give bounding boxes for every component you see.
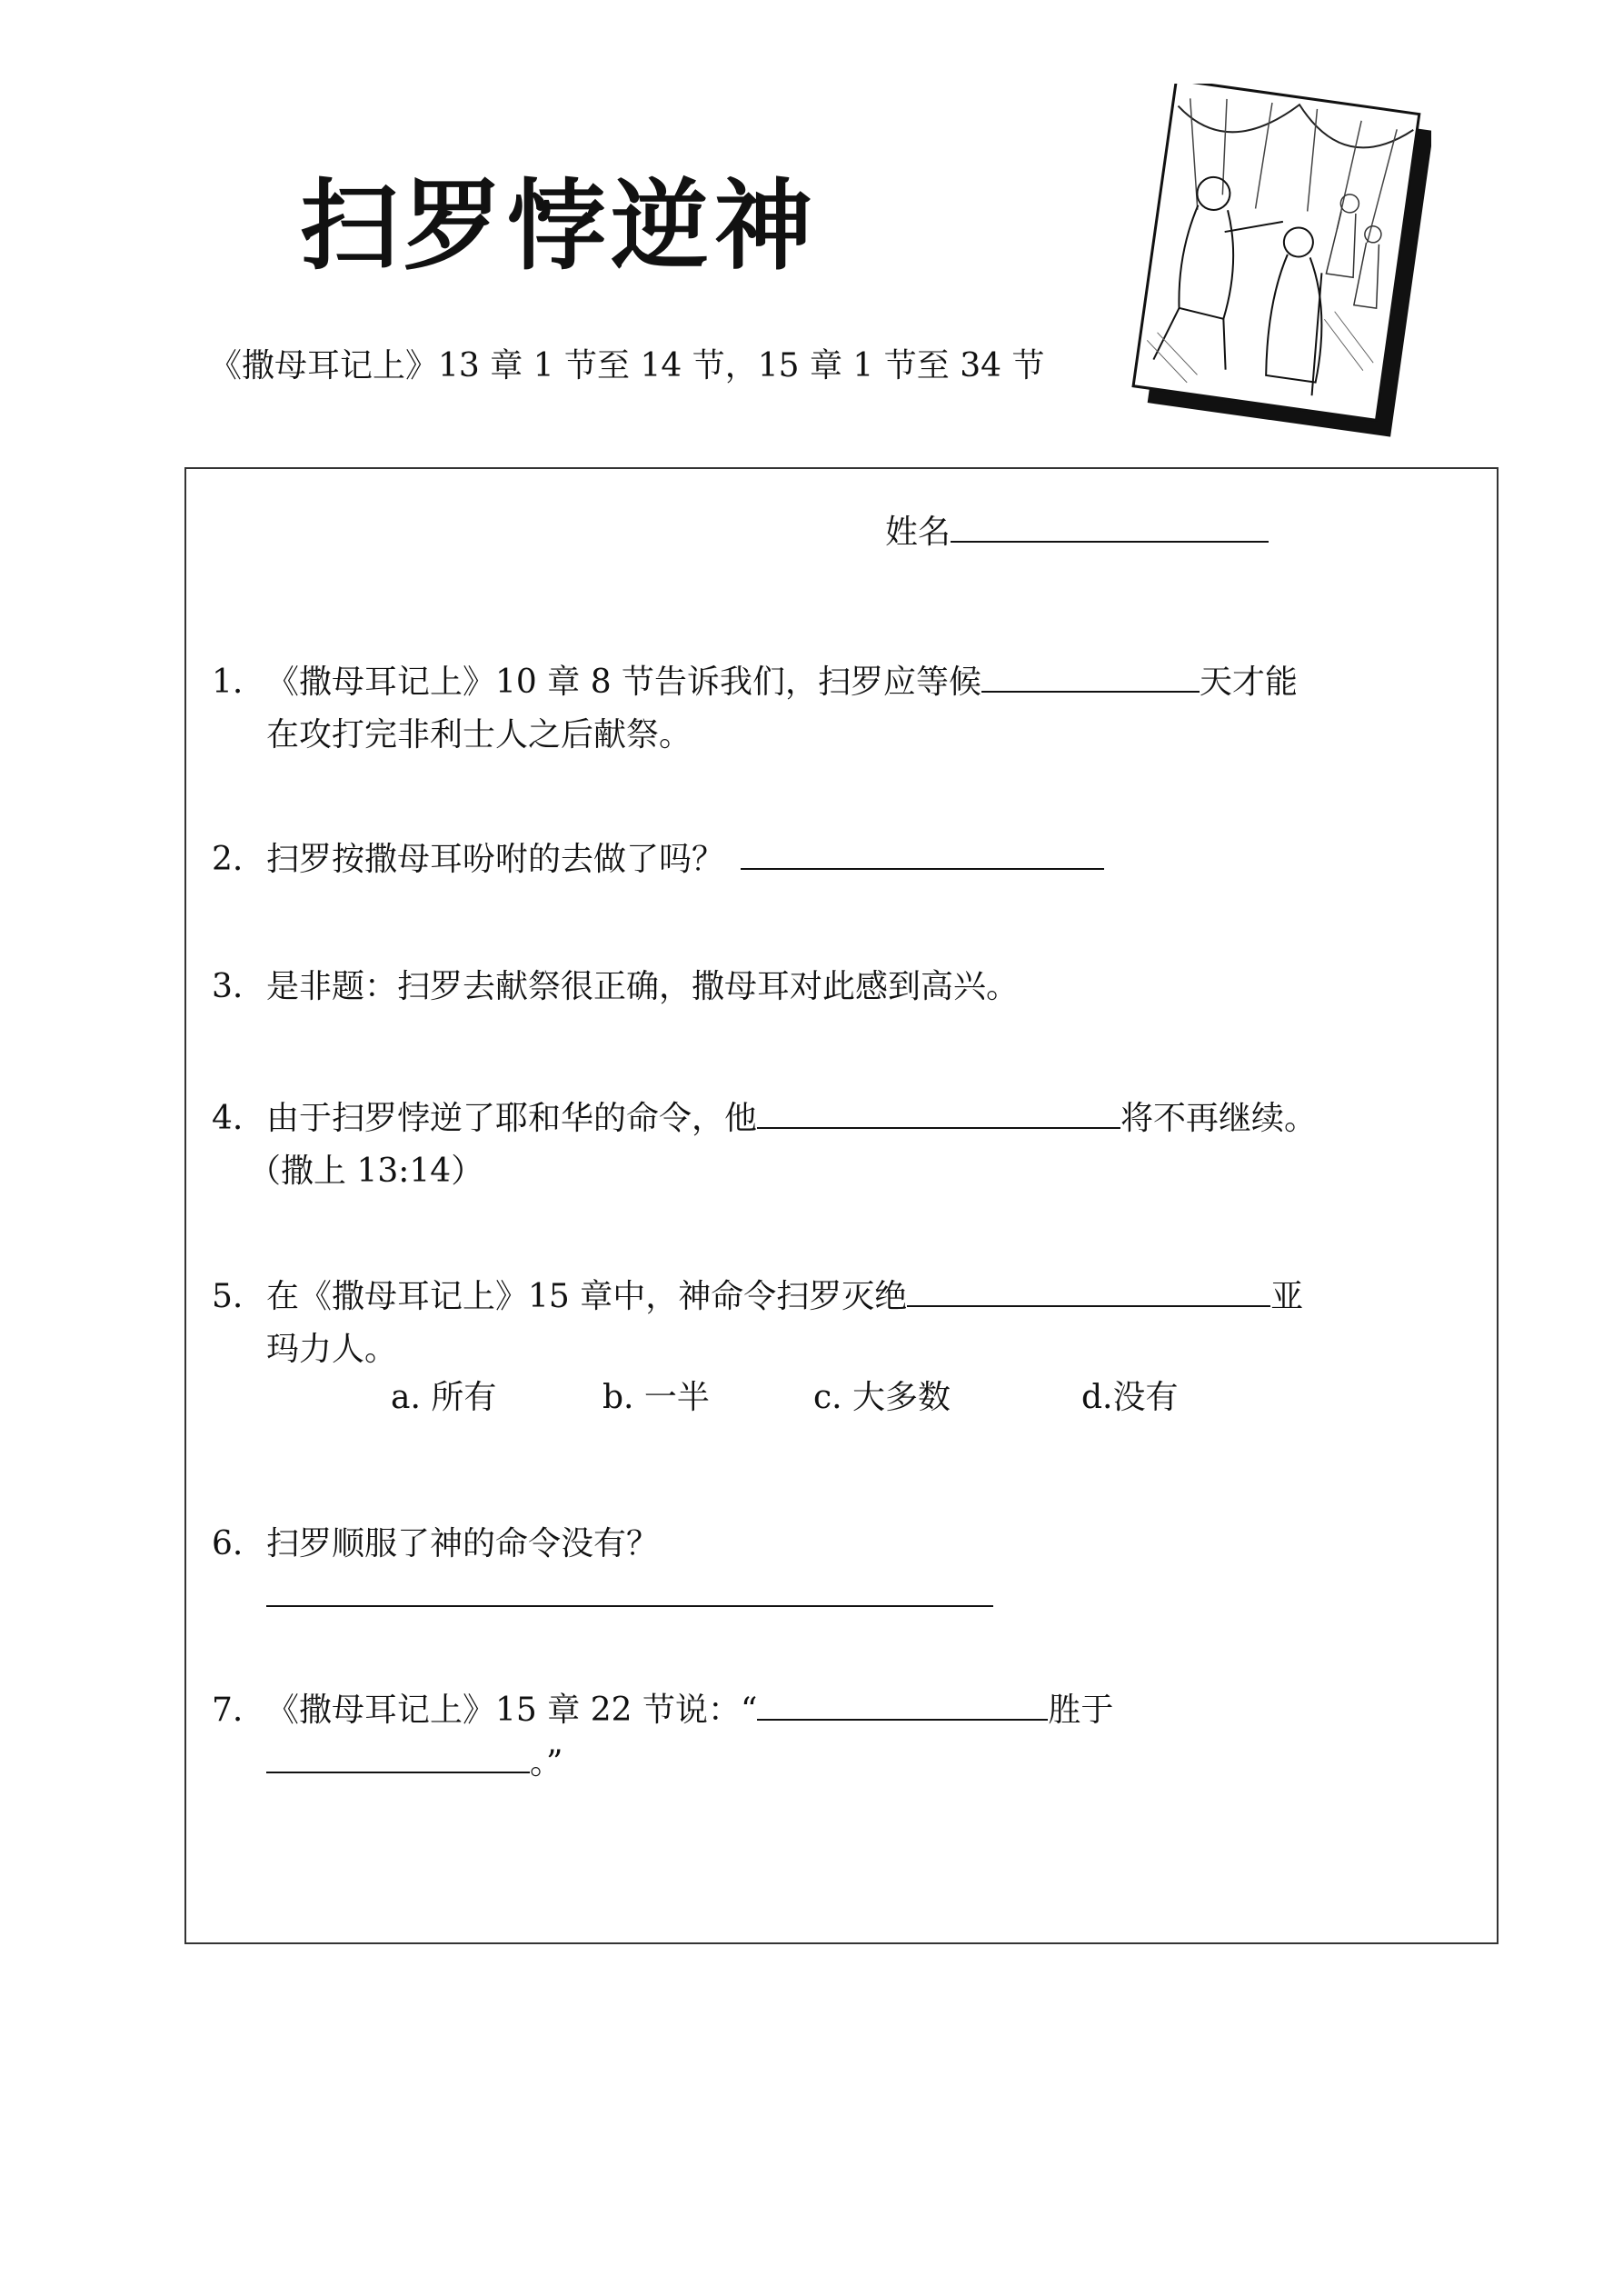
answer-blank-7a[interactable] — [757, 1718, 1048, 1721]
question-number: 7. — [212, 1692, 244, 1729]
question-text: 《撒母耳记上》15 章 22 节说：“ — [266, 1692, 758, 1729]
question-number: 1. — [212, 664, 244, 701]
question-text: 扫罗顺服了神的命令没有？ — [266, 1525, 660, 1562]
question-3 — [212, 961, 1019, 1013]
name-field[interactable] — [951, 540, 1269, 543]
question-text-end: 胜于 — [1048, 1692, 1114, 1729]
option-d[interactable]: d.没有 — [1081, 1379, 1179, 1416]
question-number: 4. — [212, 1100, 244, 1137]
answer-blank-1[interactable] — [981, 690, 1200, 693]
question-number: 2. — [212, 841, 244, 878]
answer-blank-2[interactable] — [741, 867, 1104, 870]
question-text-end: 天才能 — [1200, 664, 1299, 701]
name-row — [885, 516, 1269, 549]
name-label: 姓名 — [885, 514, 951, 551]
question-6 — [212, 1518, 993, 1623]
illustration-saul-samuel — [1104, 84, 1431, 447]
question-number: 6. — [212, 1525, 244, 1562]
question-text-continued: （撒上 13:14） — [248, 1153, 484, 1190]
question-text-continued: 在攻打完非利士人之后献祭。 — [266, 716, 692, 754]
option-c[interactable]: c. 大多数 — [813, 1379, 951, 1416]
question-2 — [212, 834, 1104, 886]
question-text-end: 亚 — [1270, 1278, 1304, 1315]
question-5 — [212, 1271, 1303, 1376]
question-text-end: 。” — [530, 1744, 563, 1782]
question-text: 是非题：扫罗去献祭很正确，撒母耳对此感到高兴。 — [266, 968, 1020, 1005]
option-a[interactable]: a. 所有 — [391, 1379, 497, 1416]
scripture-reference: 《撒母耳记上》13 章 1 节至 14 节，15 章 1 节至 34 节 — [209, 347, 1045, 384]
question-text: 扫罗按撒母耳吩咐的去做了吗？ — [266, 841, 725, 878]
option-b[interactable]: b. 一半 — [602, 1379, 710, 1416]
question-number: 5. — [212, 1278, 244, 1315]
question-text: 《撒母耳记上》10 章 8 节告诉我们，扫罗应等候 — [266, 664, 982, 701]
question-1 — [212, 656, 1298, 762]
worksheet-title: 扫罗悖逆神 — [300, 169, 819, 284]
question-number: 3. — [212, 968, 244, 1005]
question-7 — [212, 1684, 1113, 1790]
question-text-end: 将不再继续。 — [1120, 1100, 1318, 1137]
answer-blank-5[interactable] — [907, 1304, 1270, 1307]
question-text: 由于扫罗悖逆了耶和华的命令，他 — [266, 1100, 758, 1137]
question-text-continued: 玛力人。 — [266, 1331, 398, 1368]
question-4 — [212, 1093, 1317, 1198]
question-text: 在《撒母耳记上》15 章中，神命令扫罗灭绝 — [266, 1278, 908, 1315]
answer-blank-6[interactable] — [266, 1604, 993, 1607]
answer-blank-7b[interactable] — [266, 1771, 530, 1773]
answer-blank-4[interactable] — [757, 1126, 1120, 1129]
